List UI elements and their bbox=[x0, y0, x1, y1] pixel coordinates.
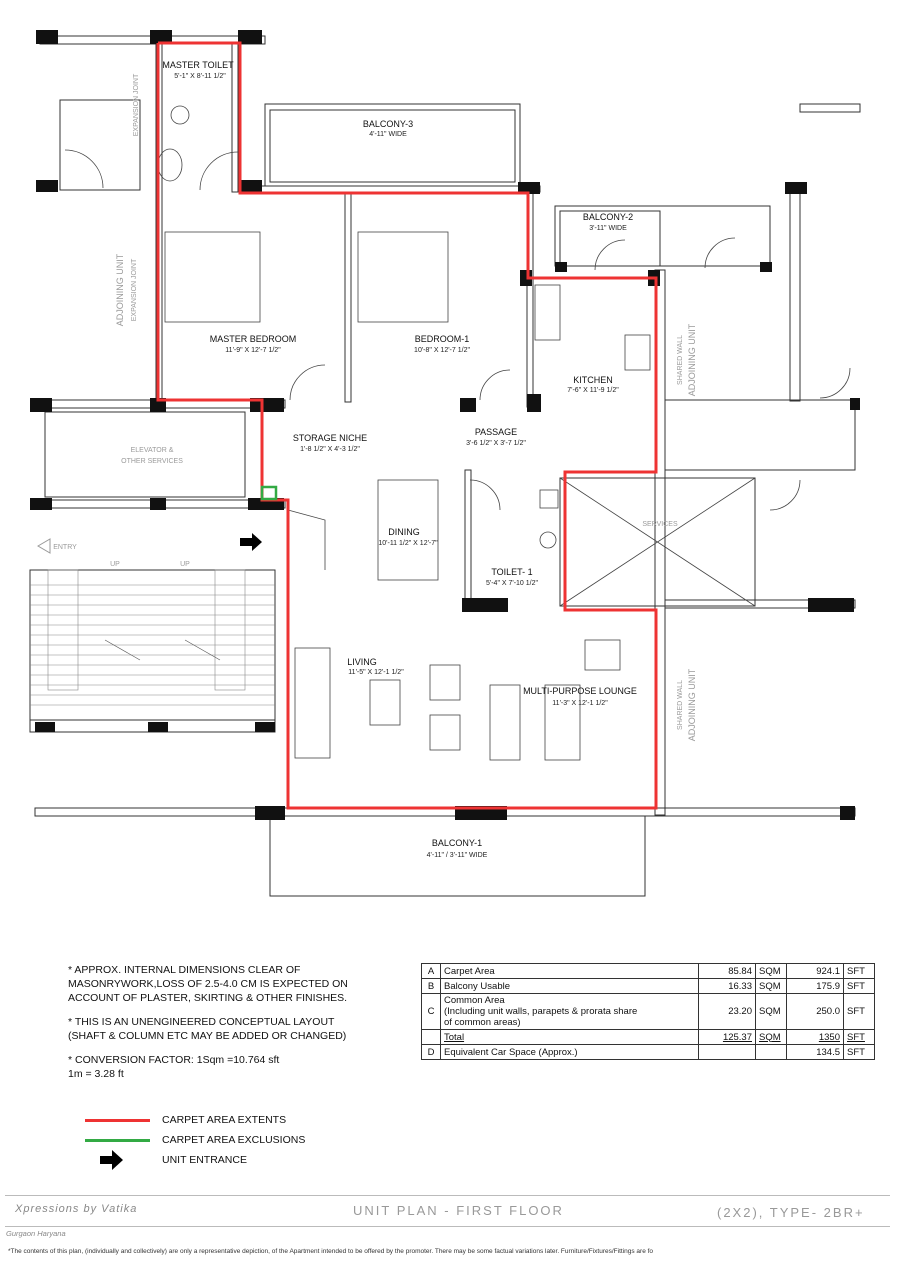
row-sqm-unit bbox=[756, 1045, 787, 1060]
bedroom-1-label: BEDROOM-1 bbox=[414, 334, 470, 344]
master-toilet-label: MASTER TOILET bbox=[162, 60, 234, 70]
toilet-1-dim: 5'-4" X 7'-10 1/2" bbox=[485, 580, 539, 587]
row-sft-unit: SFT bbox=[844, 979, 875, 994]
row-sft: 175.9 bbox=[787, 979, 844, 994]
storage-niche-dim: 1'-8 1/2" X 4'-3 1/2" bbox=[300, 446, 360, 453]
row-code: C bbox=[422, 994, 441, 1030]
legend-exclusion-swatch bbox=[85, 1139, 150, 1142]
balcony-1-dim: 4'-11" / 3'-11" WIDE bbox=[426, 852, 488, 859]
row-sqm-unit: SQM bbox=[756, 994, 787, 1030]
notes bbox=[68, 963, 398, 1091]
balcony-2-dim: 3'-11" WIDE bbox=[589, 225, 627, 232]
row-code: D bbox=[422, 1045, 441, 1060]
lounge-label: MULTI-PURPOSE LOUNGE bbox=[523, 686, 637, 696]
adjoining-unit-label-left: ADJOINING UNIT bbox=[115, 253, 125, 327]
row-sft-unit: SFT bbox=[844, 994, 875, 1030]
legend-entrance-label: UNIT ENTRANCE bbox=[162, 1154, 247, 1166]
title-block bbox=[5, 1195, 890, 1227]
row-sft-unit: SFT bbox=[844, 964, 875, 979]
row-label-line: of common areas) bbox=[444, 1017, 521, 1028]
toilet-1-label: TOILET- 1 bbox=[491, 567, 533, 577]
dining-dim: 10'-11 1/2" X 12'-7" bbox=[378, 540, 438, 547]
legend-entrance bbox=[85, 1150, 305, 1170]
living-label: LIVING bbox=[347, 657, 377, 667]
disclaimer: *The contents of this plan, (individually and collectively) are only a representative depiction, of the Apartment intended to be offered by the promoter. There may be some factual variations later. Furniture/Fixtures/Fittings are fo bbox=[8, 1248, 654, 1255]
row-label: Balcony Usable bbox=[441, 979, 699, 994]
unit-entrance-arrow bbox=[240, 533, 262, 551]
row-label-line: Common Area bbox=[444, 995, 505, 1006]
storage-niche-label: STORAGE NICHE bbox=[292, 433, 368, 443]
note-layout: * THIS IS AN UNENGINEERED CONCEPTUAL LAYOUT (SHAFT & COLUMN ETC MAY BE ADDED OR CHANGED) bbox=[68, 1016, 347, 1042]
table-row-total bbox=[422, 1030, 875, 1045]
row-sft: 250.0 bbox=[787, 994, 844, 1030]
bedroom-1-dim: 10'-8" X 12'-7 1/2" bbox=[414, 347, 470, 354]
row-label: Carpet Area bbox=[441, 964, 699, 979]
row-sqm: 125.37 bbox=[699, 1030, 756, 1045]
legend-carpet bbox=[85, 1110, 305, 1130]
note-dimensions: * APPROX. INTERNAL DIMENSIONS CLEAR OF MASONRYWORK,LOSS OF 2.5-4.0 CM IS EXPECTED ON ACCOUNT OF PLASTER, SKIRTING & OTHER FINISHES. bbox=[68, 964, 348, 1004]
dining-label: DINING bbox=[388, 527, 420, 537]
elevator-label-2: OTHER SERVICES bbox=[121, 458, 183, 465]
row-code bbox=[422, 1030, 441, 1045]
master-bedroom-label: MASTER BEDROOM bbox=[209, 334, 297, 344]
note-conversion: * CONVERSION FACTOR: 1Sqm =10.764 sft 1m = 3.28 ft bbox=[68, 1054, 280, 1080]
row-code: B bbox=[422, 979, 441, 994]
kitchen-dim: 7'-6" X 11'-9 1/2" bbox=[567, 387, 619, 394]
row-sqm-unit: SQM bbox=[756, 979, 787, 994]
expansion-joint-label-top: EXPANSION JOINT bbox=[133, 73, 140, 137]
living-dim: 11'-5" X 12'-1 1/2" bbox=[348, 669, 404, 676]
shared-wall-label-top: SHARED WALL bbox=[677, 335, 684, 385]
legend-carpet-label: CARPET AREA EXTENTS bbox=[162, 1114, 287, 1126]
row-label-line: (Including unit walls, parapets & prorata share bbox=[444, 1006, 638, 1017]
row-sft: 924.1 bbox=[787, 964, 844, 979]
row-sqm: 23.20 bbox=[699, 994, 756, 1030]
services-label: SERVICES bbox=[642, 521, 678, 528]
row-sqm-unit: SQM bbox=[756, 1030, 787, 1045]
row-code: A bbox=[422, 964, 441, 979]
row-sqm: 16.33 bbox=[699, 979, 756, 994]
area-table bbox=[421, 963, 875, 1060]
adjoining-unit-label-right-top: ADJOINING UNIT bbox=[687, 323, 697, 397]
row-sft: 1350 bbox=[787, 1030, 844, 1045]
kitchen-label: KITCHEN bbox=[573, 375, 613, 385]
balcony-3-label: BALCONY-3 bbox=[362, 119, 414, 129]
adjoining-unit-label-right-bottom: ADJOINING UNIT bbox=[687, 668, 697, 742]
row-sft-unit: SFT bbox=[844, 1030, 875, 1045]
shared-wall-label-bottom: SHARED WALL bbox=[677, 680, 684, 730]
balcony-2-label: BALCONY-2 bbox=[582, 212, 634, 222]
brand-name: Xpressions by Vatika bbox=[15, 1203, 138, 1215]
plan-title: UNIT PLAN - FIRST FLOOR bbox=[353, 1203, 564, 1218]
elevator-label-1: ELEVATOR & bbox=[130, 447, 174, 454]
entry-label: ENTRY bbox=[53, 544, 77, 551]
balcony-3-dim: 4'-11" WIDE bbox=[369, 131, 407, 138]
up-label-2: UP bbox=[180, 561, 190, 568]
legend-exclusion-label: CARPET AREA EXCLUSIONS bbox=[162, 1134, 306, 1146]
balcony-1-label: BALCONY-1 bbox=[431, 838, 483, 848]
table-row bbox=[422, 964, 875, 979]
table-row bbox=[422, 1045, 875, 1060]
master-bedroom-dim: 11'-9" X 12'-7 1/2" bbox=[225, 347, 281, 354]
row-label bbox=[441, 994, 699, 1030]
carpet-exclusion-mark bbox=[262, 487, 276, 499]
master-toilet-dim: 5'-1" X 8'-11 1/2" bbox=[174, 73, 226, 80]
legend-exclusions bbox=[85, 1130, 305, 1150]
table-row bbox=[422, 979, 875, 994]
legend-carpet-swatch bbox=[85, 1119, 150, 1122]
entry-arrow-icon bbox=[38, 539, 50, 553]
unit-type: (2X2), TYPE- 2BR+ bbox=[717, 1205, 865, 1220]
entrance-arrow-icon bbox=[85, 1150, 150, 1170]
staircase bbox=[30, 570, 275, 705]
row-sqm bbox=[699, 1045, 756, 1060]
expansion-joint-label-left: EXPANSION JOINT bbox=[131, 258, 138, 322]
columns bbox=[30, 30, 860, 820]
row-sft: 134.5 bbox=[787, 1045, 844, 1060]
row-sft-unit: SFT bbox=[844, 1045, 875, 1060]
passage-label: PASSAGE bbox=[474, 427, 518, 437]
table-row bbox=[422, 994, 875, 1030]
walls bbox=[30, 36, 860, 896]
row-sqm: 85.84 bbox=[699, 964, 756, 979]
row-label: Equivalent Car Space (Approx.) bbox=[441, 1045, 699, 1060]
legend bbox=[85, 1110, 305, 1170]
location: Gurgaon Haryana bbox=[6, 1229, 66, 1238]
up-label-1: UP bbox=[110, 561, 120, 568]
passage-dim: 3'-6 1/2" X 3'-7 1/2" bbox=[466, 440, 526, 447]
doors bbox=[65, 106, 850, 760]
row-label: Total bbox=[441, 1030, 699, 1045]
row-sqm-unit: SQM bbox=[756, 964, 787, 979]
lounge-dim: 11'-3" X 12'-1 1/2" bbox=[552, 700, 608, 707]
